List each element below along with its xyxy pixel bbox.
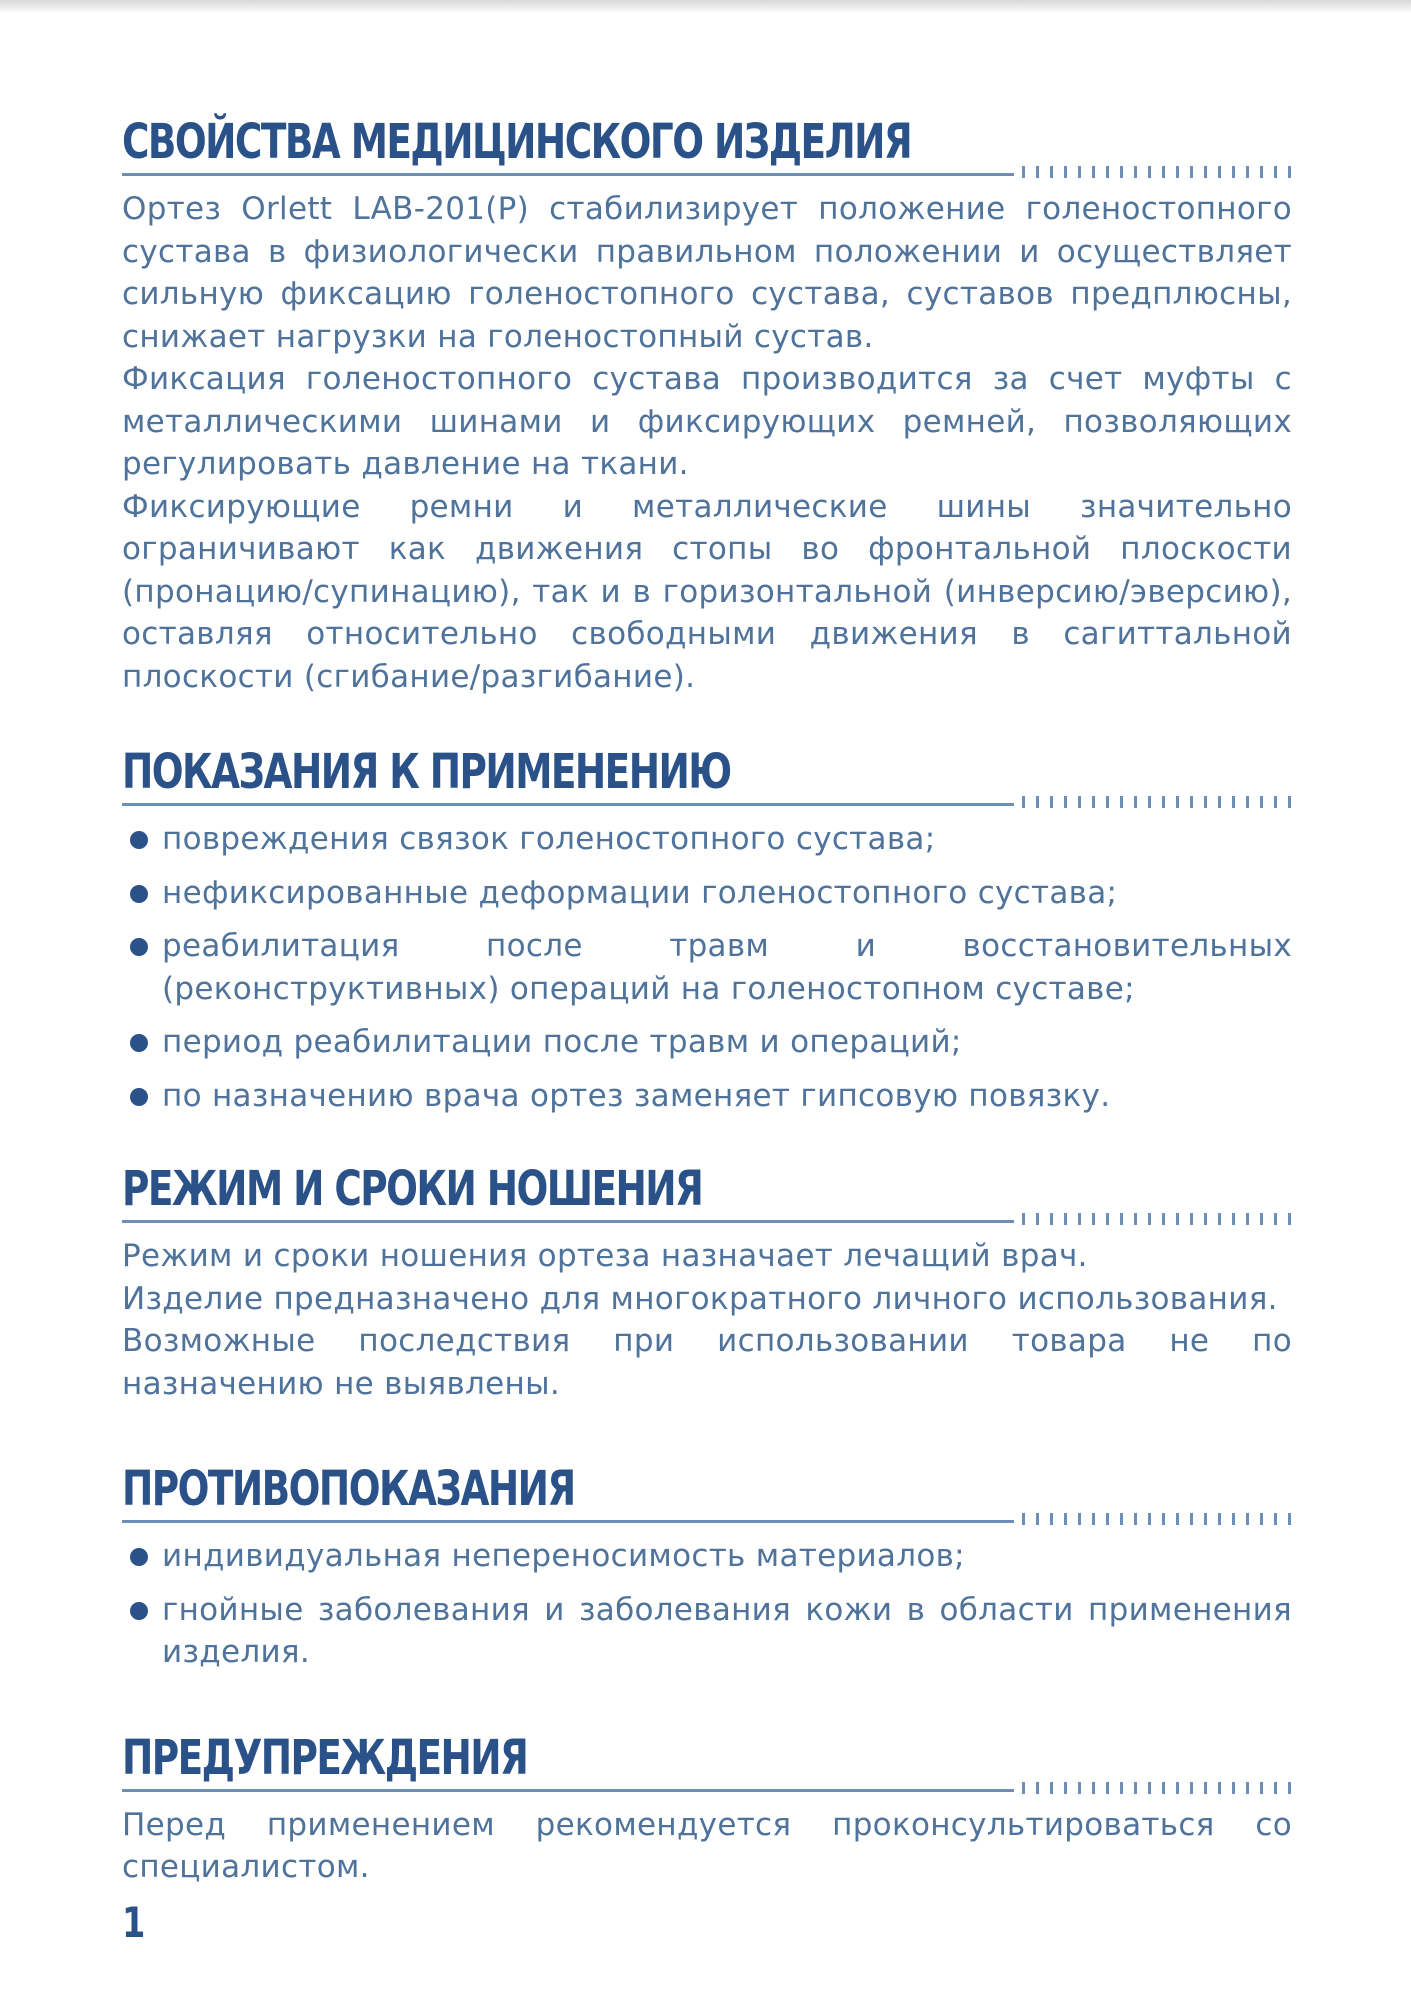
section-contraindications	[122, 1445, 1292, 1674]
wearing-mode-text	[122, 1235, 1292, 1405]
list-item: реабилитация после травм и восстановительных (реконструктивных) операций на голеностопном суставе;	[122, 925, 1292, 1010]
list-item: по назначению врача ортез заменяет гипсовую повязку.	[122, 1075, 1292, 1118]
warnings-text	[122, 1804, 1292, 1889]
heading-tick-marks	[1022, 796, 1294, 808]
list-item: период реабилитации после травм и операций;	[122, 1021, 1292, 1064]
section-heading-row	[122, 1145, 1292, 1217]
heading-underline	[122, 1520, 1014, 1523]
heading-underline	[122, 803, 1014, 806]
section-properties	[122, 98, 1292, 698]
heading-underline	[122, 1789, 1014, 1792]
paragraph: Изделие предназначено для многократного личного использования.	[122, 1280, 1278, 1317]
section-title-contraindications: ПРОТИВОПОКАЗАНИЯ	[122, 1461, 575, 1517]
paragraph: Режим и сроки ношения ортеза назначает лечащий врач.	[122, 1238, 1088, 1274]
list-item: нефиксированные деформации голеностопного сустава;	[122, 872, 1292, 915]
section-title-warnings: ПРЕДУПРЕЖДЕНИЯ	[122, 1729, 528, 1786]
indications-list	[122, 818, 1292, 1117]
properties-text	[122, 188, 1292, 698]
page-top-shadow	[0, 0, 1411, 14]
paragraph: Фиксация голеностопного сустава производится за счет муфты с металлическими шинами и фиксирующих ремней, позволяющих регулировать давление на ткани.	[122, 361, 1292, 482]
heading-tick-marks	[1022, 1782, 1294, 1794]
section-heading-row	[122, 728, 1292, 800]
heading-underline	[122, 173, 1014, 176]
paragraph: Ортез Orlett LAB-201(P) стабилизирует положение голеностопного сустава в физиологически правильном положении и осуществляет сильную фиксацию голеностопного сустава, суставов предплюсны, снижает нагрузки на голеностопный сустав.	[122, 191, 1292, 355]
section-heading-row	[122, 98, 1292, 170]
contraindications-list	[122, 1535, 1292, 1674]
list-item: индивидуальная непереносимость материалов;	[122, 1535, 1292, 1578]
section-wearing-mode	[122, 1145, 1292, 1405]
page-number: 1	[122, 1898, 146, 1947]
section-indications	[122, 728, 1292, 1117]
list-item: повреждения связок голеностопного сустава;	[122, 818, 1292, 861]
heading-tick-marks	[1022, 1513, 1294, 1525]
paragraph: Фиксирующие ремни и металлические шины значительно ограничивают как движения стопы во фронтальной плоскости (пронацию/супинацию), так и в горизонтальной (инверсию/эверсию), оставляя относительно свободными движения в сагиттальной плоскости (сгибание/разгибание).	[122, 488, 1292, 695]
section-heading-row	[122, 1445, 1292, 1517]
heading-tick-marks	[1022, 166, 1294, 178]
paragraph: Перед применением рекомендуется проконсультироваться со специалистом.	[122, 1806, 1292, 1885]
section-title-properties: СВОЙСТВА МЕДИЦИНСКОГО ИЗДЕЛИЯ	[122, 114, 912, 170]
document-page	[122, 98, 1292, 1889]
list-item: гнойные заболевания и заболевания кожи в области применения изделия.	[122, 1589, 1292, 1674]
section-title-wearing-mode: РЕЖИМ И СРОКИ НОШЕНИЯ	[122, 1161, 703, 1217]
heading-tick-marks	[1022, 1213, 1294, 1225]
section-title-indications: ПОКАЗАНИЯ К ПРИМЕНЕНИЮ	[122, 744, 731, 800]
paragraph: Возможные последствия при использовании товара не по назначению не выявлены.	[122, 1323, 1292, 1402]
heading-underline	[122, 1220, 1014, 1223]
section-warnings	[122, 1714, 1292, 1889]
section-heading-row	[122, 1714, 1292, 1786]
